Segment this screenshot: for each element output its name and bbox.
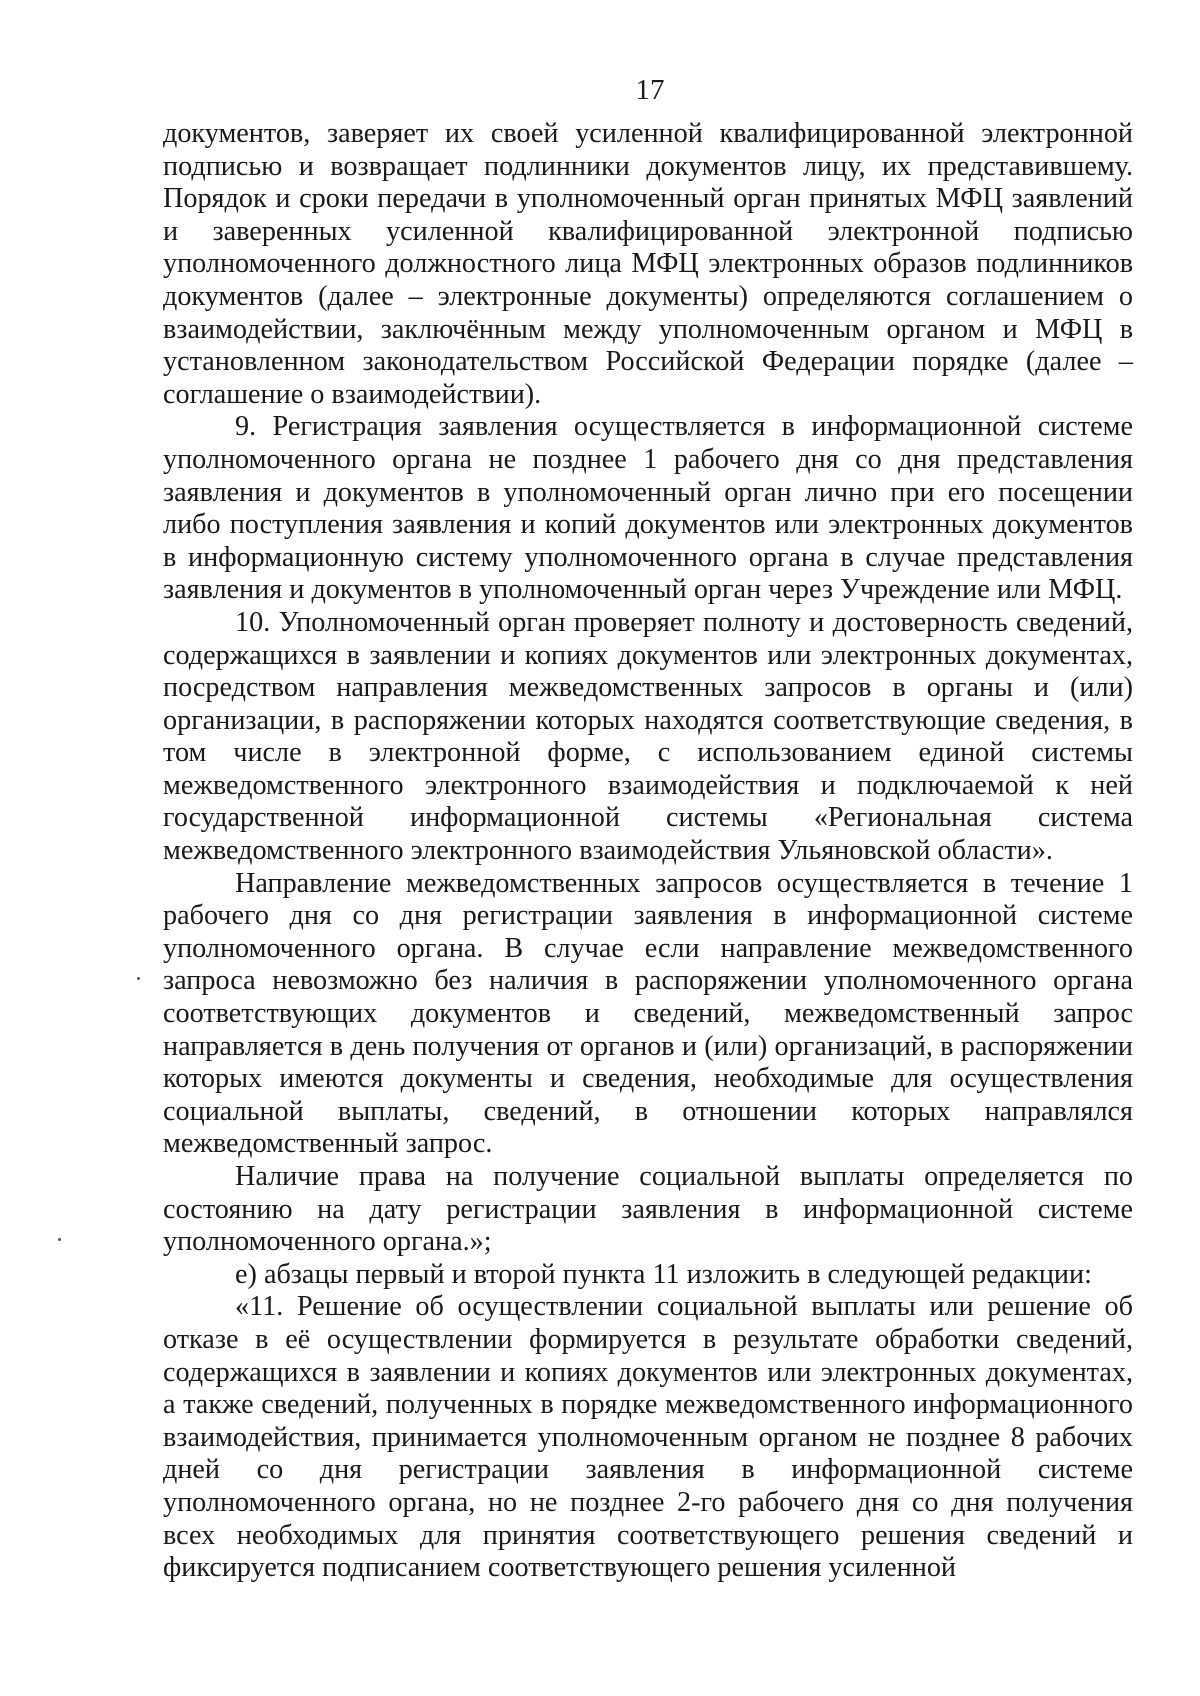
paragraph-interagency-requests: Направление межведомственных запросов осуществляется в течение 1 рабочего дня со дня регистрации заявления в информационной системе уполномоченного органа. В случае если направление межведомственного запроса невозможно без наличия в распоряжении уполномоченного органа соответствующих документов и сведений, межведомственный запрос направляется в день получения от органов и (или) организаций, в распоряжении которых имеются документы и сведения, необходимые для осуществления социальной выплаты, сведений, в отношении которых направлялся межведомственный запрос. bbox=[163, 867, 1133, 1160]
paragraph-right-to-payment: Наличие права на получение социальной выплаты определяется по состоянию на дату регистрации заявления в информационной системе уполномоченного органа.»; bbox=[163, 1161, 1133, 1258]
scan-speck bbox=[58, 1238, 61, 1241]
paragraph-amendment-e: е) абзацы первый и второй пункта 11 изложить в следующей редакции: bbox=[235, 1258, 1092, 1290]
paragraph-item-9: 9. Регистрация заявления осуществляется в информационной системе уполномоченного органа не позднее 1 рабочего дня со дня представления заявления и документов в уполномоченный орган лично при его посещении либо поступления заявления и копий документов или электронных документов в информационную систему уполномоченного органа в случае представления заявления и документов в уполномоченный орган через Учреждение или МФЦ. bbox=[163, 411, 1133, 606]
paragraph-item-11: «11. Решение об осуществлении социальной выплаты или решение об отказе в её осуществлении формируется в результате обработки сведений, содержащихся в заявлении и копиях документов или электронных документах, а также сведений, полученных в порядке межведомственного информационного взаимодействия, принимается уполномоченным органом не позднее 8 рабочих дней со дня регистрации заявления в информационной системе уполномоченного органа, но не позднее 2-го рабочего дня со дня получения всех необходимых для принятия соответствующего решения сведений и фиксируется подписанием соответствующего решения усиленной bbox=[163, 1291, 1133, 1584]
paragraph-continuation: документов, заверяет их своей усиленной квалифицированной электронной подписью и возвращает подлинники документов лицу, их представившему. Порядок и сроки передачи в уполномоченный орган принятых МФЦ заявлений и заверенных усиленной квалифицированной электронной подписью уполномоченного должностного лица МФЦ электронных образов подлинников документов (далее – электронные документы) определяются соглашением о взаимодействии, заключённым между уполномоченным органом и МФЦ в установленном законодательством Российской Федерации порядке (далее – соглашение о взаимодействии). bbox=[163, 118, 1133, 410]
scan-speck bbox=[137, 977, 140, 980]
page-number: 17 bbox=[635, 74, 665, 106]
document-body bbox=[163, 118, 1133, 1585]
paragraph-item-10: 10. Уполномоченный орган проверяет полноту и достоверность сведений, содержащихся в заявлении и копиях документов или электронных документах, посредством направления межведомственных запросов в органы и (или) организации, в распоряжении которых находятся соответствующие сведения, в том числе в электронной форме, с использованием единой системы межведомственного электронного взаимодействия и подключаемой к ней государственной информационной системы «Региональная система межведомственного электронного взаимодействия Ульяновской области». bbox=[163, 606, 1133, 867]
